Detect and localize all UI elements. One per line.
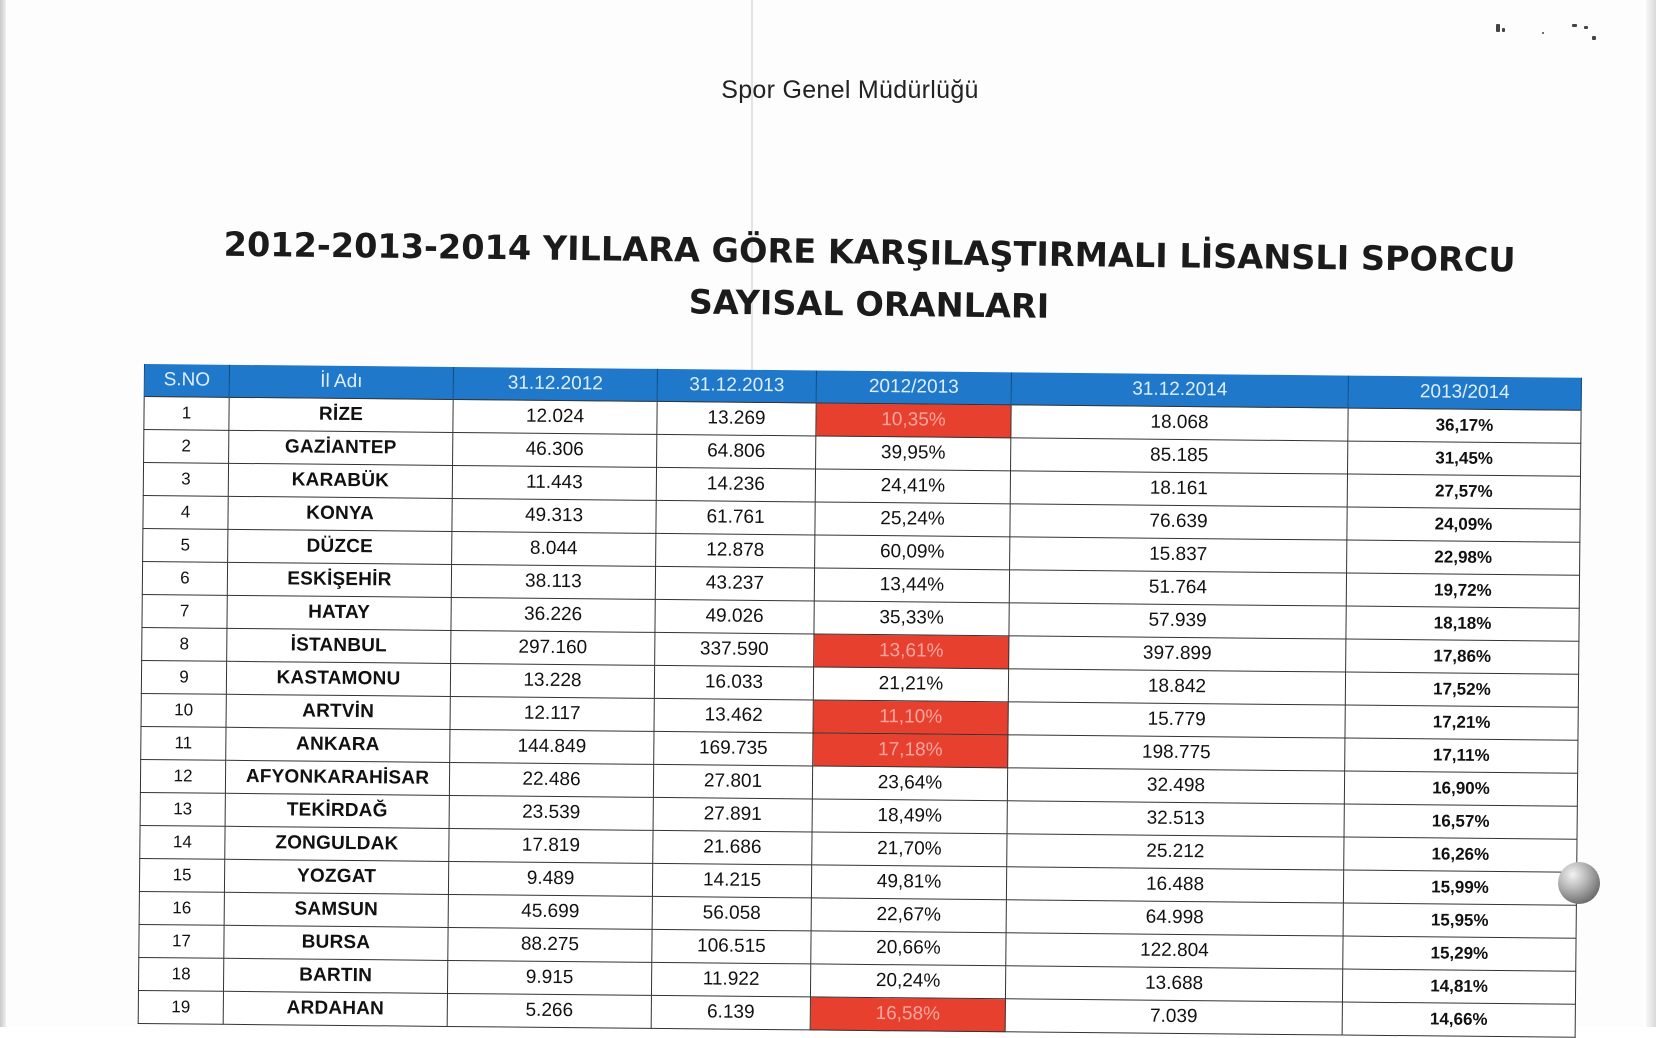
province-name-cell: YOZGAT — [224, 859, 448, 894]
sno-cell: 11 — [141, 726, 226, 760]
sno-cell: 2 — [144, 430, 229, 464]
count-2013-cell: 11.922 — [651, 962, 810, 997]
organization-header: Spor Genel Müdürlüğü — [721, 76, 979, 104]
count-2013-cell: 56.058 — [652, 896, 811, 931]
count-2013-cell: 6.139 — [651, 995, 810, 1030]
ratio-2013-2014-cell: 19,72% — [1346, 573, 1579, 608]
round-sticker — [1558, 862, 1600, 904]
province-name-cell: TEKİRDAĞ — [225, 793, 449, 828]
ratio-2012-2013-cell: 17,18% — [813, 733, 1008, 768]
ratio-2012-2013-cell: 35,33% — [814, 601, 1009, 636]
ratio-2012-2013-cell: 20,66% — [811, 931, 1006, 966]
ratio-2013-2014-cell: 16,90% — [1344, 771, 1577, 806]
ratio-2013-2014-cell: 17,11% — [1345, 738, 1578, 773]
ratio-2012-2013-cell: 16,58% — [810, 997, 1005, 1032]
sno-cell: 9 — [141, 660, 226, 694]
column-header: İl Adı — [229, 365, 453, 400]
count-2013-cell: 16.033 — [654, 665, 813, 700]
count-2014-cell: 64.998 — [1006, 900, 1343, 936]
licensed-athletes-table — [138, 364, 1582, 1038]
ratio-2013-2014-cell: 24,09% — [1347, 507, 1580, 542]
province-name-cell: GAZİANTEP — [229, 430, 453, 465]
sno-cell: 12 — [140, 759, 225, 793]
ratio-2012-2013-cell: 60,09% — [815, 535, 1010, 570]
province-name-cell: AFYONKARAHİSAR — [225, 760, 449, 795]
count-2012-cell: 144.849 — [450, 729, 654, 764]
sno-cell: 5 — [143, 528, 228, 562]
count-2014-cell: 57.939 — [1009, 603, 1346, 639]
ratio-2012-2013-cell: 13,61% — [814, 634, 1009, 669]
count-2014-cell: 198.775 — [1008, 735, 1345, 771]
sno-cell: 4 — [143, 495, 228, 529]
ratio-2013-2014-cell: 14,81% — [1342, 969, 1575, 1004]
sno-cell: 8 — [142, 627, 227, 661]
count-2012-cell: 88.275 — [448, 927, 652, 962]
sno-cell: 7 — [142, 594, 227, 628]
sno-cell: 13 — [140, 792, 225, 826]
column-header: 31.12.2014 — [1011, 372, 1348, 408]
province-name-cell: ARDAHAN — [223, 991, 447, 1026]
ratio-2012-2013-cell: 23,64% — [812, 766, 1007, 801]
sno-cell: 10 — [141, 693, 226, 727]
count-2014-cell: 13.688 — [1005, 966, 1342, 1002]
ratio-2012-2013-cell: 10,35% — [816, 403, 1011, 438]
count-2012-cell: 5.266 — [447, 993, 651, 1028]
sno-cell: 1 — [144, 397, 229, 431]
ratio-2013-2014-cell: 18,18% — [1346, 606, 1579, 641]
count-2013-cell: 27.801 — [653, 764, 812, 799]
count-2013-cell: 106.515 — [652, 929, 811, 964]
province-name-cell: ESKİŞEHİR — [227, 562, 451, 597]
count-2012-cell: 9.489 — [448, 861, 652, 896]
count-2013-cell: 27.891 — [653, 797, 812, 832]
ratio-2012-2013-cell: 11,10% — [813, 700, 1008, 735]
province-name-cell: DÜZCE — [228, 529, 452, 564]
count-2013-cell: 21.686 — [653, 830, 812, 865]
ratio-2013-2014-cell: 17,86% — [1346, 639, 1579, 674]
count-2013-cell: 12.878 — [656, 533, 815, 568]
province-name-cell: İSTANBUL — [227, 628, 451, 663]
count-2012-cell: 46.306 — [453, 432, 657, 467]
ratio-2012-2013-cell: 25,24% — [815, 502, 1010, 537]
count-2013-cell: 13.269 — [657, 401, 816, 436]
ratio-2012-2013-cell: 22,67% — [811, 898, 1006, 933]
column-header: 31.12.2012 — [453, 367, 657, 401]
count-2014-cell: 32.498 — [1007, 768, 1344, 804]
count-2012-cell: 9.915 — [447, 960, 651, 995]
province-name-cell: SAMSUN — [224, 892, 448, 927]
count-2013-cell: 14.236 — [656, 467, 815, 502]
count-2012-cell: 49.313 — [452, 498, 656, 533]
count-2012-cell: 13.228 — [450, 663, 654, 698]
province-name-cell: ZONGULDAK — [225, 826, 449, 861]
count-2013-cell: 61.761 — [656, 500, 815, 535]
count-2013-cell: 13.462 — [654, 698, 813, 733]
ratio-2013-2014-cell: 36,17% — [1348, 408, 1581, 443]
sno-cell: 16 — [139, 891, 224, 925]
province-name-cell: RİZE — [229, 397, 453, 432]
count-2014-cell: 18.842 — [1008, 669, 1345, 705]
count-2014-cell: 32.513 — [1007, 801, 1344, 837]
table-body — [138, 397, 1581, 1038]
count-2014-cell: 16.488 — [1006, 867, 1343, 903]
ratio-2012-2013-cell: 13,44% — [814, 568, 1009, 603]
ratio-2012-2013-cell: 18,49% — [812, 799, 1007, 834]
count-2014-cell: 122.804 — [1006, 933, 1343, 969]
count-2014-cell: 7.039 — [1005, 999, 1342, 1035]
province-name-cell: KARABÜK — [228, 463, 452, 498]
count-2013-cell: 14.215 — [652, 863, 811, 898]
count-2014-cell: 18.161 — [1010, 471, 1347, 507]
count-2013-cell: 337.590 — [655, 632, 814, 667]
province-name-cell: BURSA — [224, 925, 448, 960]
sno-cell: 3 — [143, 463, 228, 497]
column-header: 2013/2014 — [1348, 376, 1581, 411]
ratio-2013-2014-cell: 16,57% — [1344, 804, 1577, 839]
page-right-edge — [1646, 0, 1656, 1027]
scan-specks — [1488, 18, 1618, 48]
count-2012-cell: 45.699 — [448, 894, 652, 929]
count-2012-cell: 36.226 — [451, 597, 655, 632]
sno-cell: 6 — [142, 561, 227, 595]
sno-cell: 14 — [140, 825, 225, 859]
sno-cell: 17 — [139, 924, 224, 958]
table-container — [138, 364, 1581, 1038]
sno-cell: 15 — [139, 858, 224, 892]
province-name-cell: ANKARA — [226, 727, 450, 762]
count-2012-cell: 23.539 — [449, 795, 653, 830]
count-2014-cell: 51.764 — [1009, 570, 1346, 606]
count-2012-cell: 17.819 — [449, 828, 653, 863]
province-name-cell: KASTAMONU — [226, 661, 450, 696]
province-name-cell: HATAY — [227, 595, 451, 630]
province-name-cell: ARTVİN — [226, 694, 450, 729]
ratio-2012-2013-cell: 21,70% — [812, 832, 1007, 867]
count-2014-cell: 15.779 — [1008, 702, 1345, 738]
ratio-2013-2014-cell: 31,45% — [1347, 441, 1580, 476]
count-2013-cell: 169.735 — [654, 731, 813, 766]
count-2014-cell: 25.212 — [1007, 834, 1344, 870]
sno-cell: 19 — [138, 990, 223, 1024]
count-2012-cell: 12.024 — [453, 399, 657, 434]
column-header: S.NO — [144, 364, 229, 397]
count-2012-cell: 12.117 — [450, 696, 654, 731]
ratio-2012-2013-cell: 24,41% — [815, 469, 1010, 504]
ratio-2013-2014-cell: 17,21% — [1345, 705, 1578, 740]
count-2012-cell: 11.443 — [452, 465, 656, 500]
count-2012-cell: 38.113 — [451, 564, 655, 599]
count-2014-cell: 85.185 — [1011, 438, 1348, 474]
column-header: 2012/2013 — [816, 370, 1011, 404]
count-2013-cell: 49.026 — [655, 599, 814, 634]
province-name-cell: KONYA — [228, 496, 452, 531]
page-left-edge — [0, 0, 6, 1027]
page-title: 2012-2013-2014 YILLARA GÖRE KARŞILAŞTIRMALI LİSANSLI SPORCU SAYISAL ORANLARI — [223, 224, 1516, 326]
ratio-2012-2013-cell: 21,21% — [813, 667, 1008, 702]
ratio-2012-2013-cell: 20,24% — [810, 964, 1005, 999]
ratio-2012-2013-cell: 39,95% — [816, 436, 1011, 471]
ratio-2013-2014-cell: 17,52% — [1345, 672, 1578, 707]
column-header: 31.12.2013 — [657, 369, 816, 403]
ratio-2013-2014-cell: 14,66% — [1342, 1002, 1575, 1037]
sno-cell: 18 — [138, 957, 223, 991]
ratio-2013-2014-cell: 15,99% — [1343, 870, 1576, 905]
ratio-2013-2014-cell: 22,98% — [1347, 540, 1580, 575]
count-2013-cell: 64.806 — [657, 434, 816, 469]
province-name-cell: BARTIN — [223, 958, 447, 993]
count-2014-cell: 18.068 — [1011, 405, 1348, 441]
ratio-2012-2013-cell: 49,81% — [811, 865, 1006, 900]
count-2014-cell: 15.837 — [1010, 537, 1347, 573]
count-2012-cell: 8.044 — [452, 531, 656, 566]
count-2014-cell: 397.899 — [1009, 636, 1346, 672]
ratio-2013-2014-cell: 15,95% — [1343, 903, 1576, 938]
ratio-2013-2014-cell: 27,57% — [1347, 474, 1580, 509]
count-2013-cell: 43.237 — [655, 566, 814, 601]
count-2014-cell: 76.639 — [1010, 504, 1347, 540]
count-2012-cell: 297.160 — [451, 630, 655, 665]
ratio-2013-2014-cell: 16,26% — [1344, 837, 1577, 872]
count-2012-cell: 22.486 — [449, 762, 653, 797]
ratio-2013-2014-cell: 15,29% — [1343, 936, 1576, 971]
